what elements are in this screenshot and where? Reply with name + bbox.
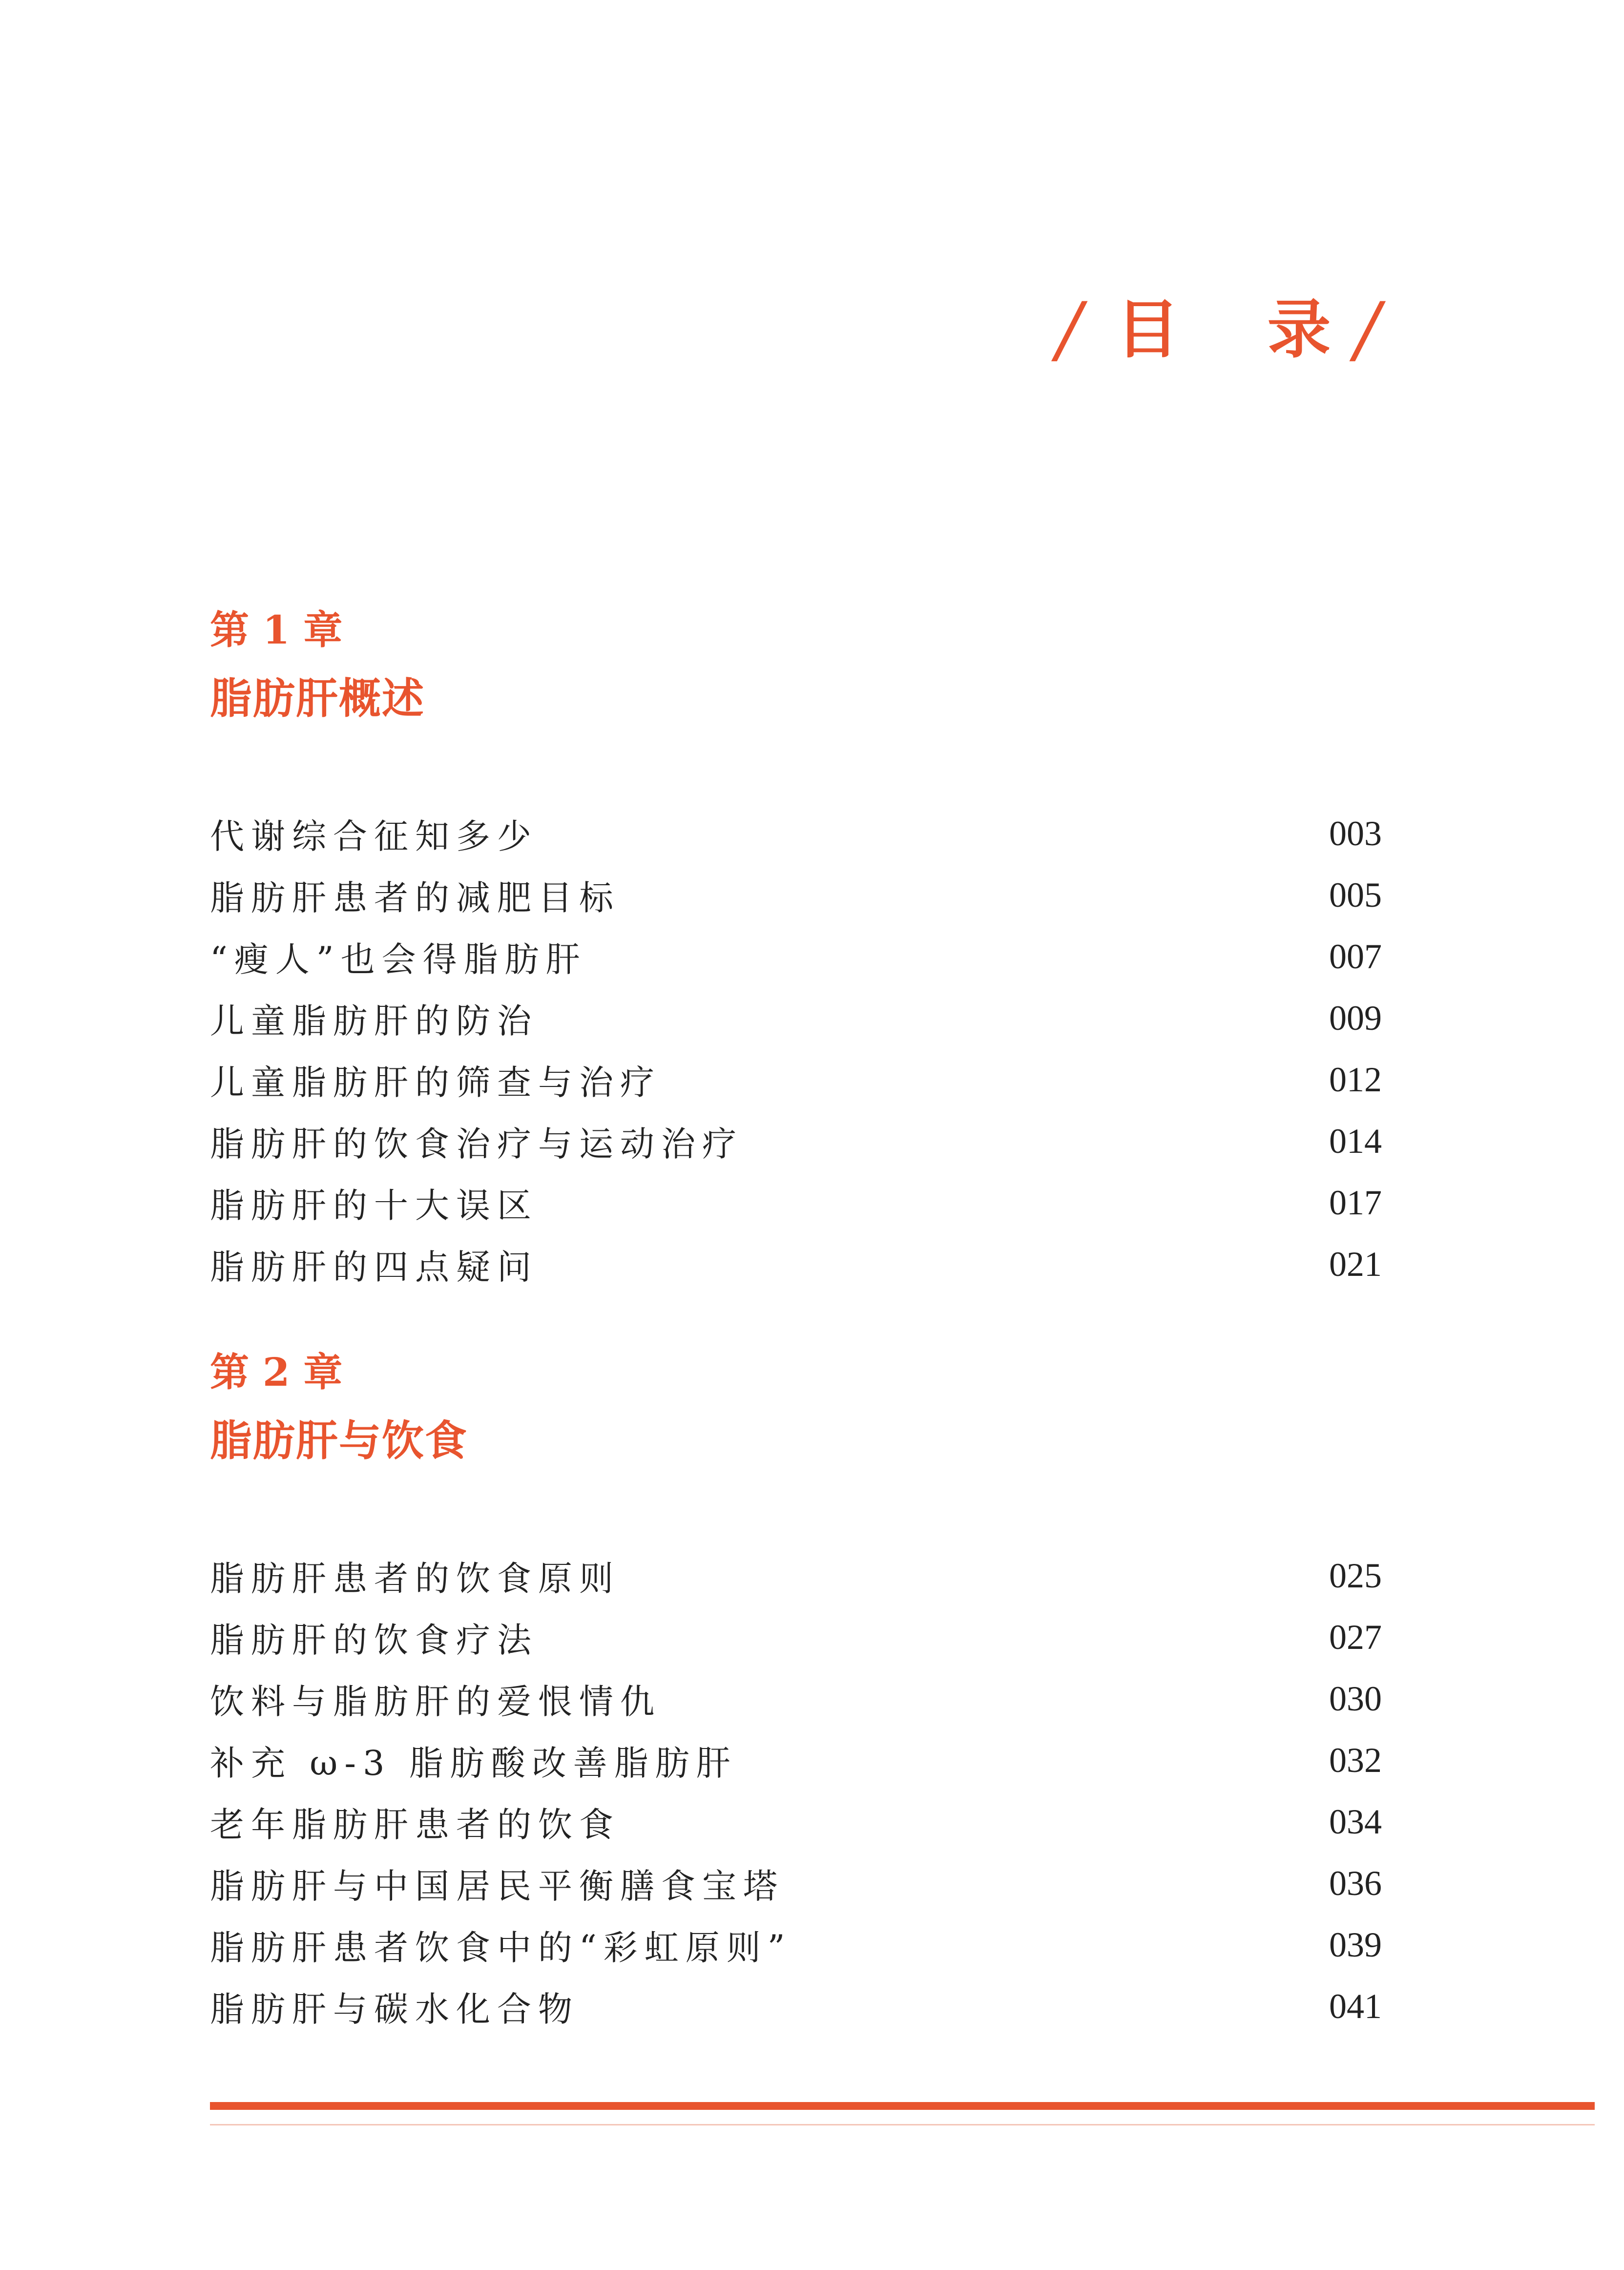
entry-title: “瘦人”也会得脂肪肝 [210, 939, 587, 979]
chapter-title: 脂肪肝概述 [210, 674, 425, 723]
title-slash-right: / [1355, 287, 1380, 372]
entry-title: 补充 ω-3 脂肪酸改善脂肪肝 [210, 1743, 737, 1783]
footer-rule-thin [210, 2124, 1595, 2125]
entry-page: 003 [1329, 813, 1382, 853]
title-char-lu: 录 [1267, 292, 1331, 367]
entry-title: 脂肪肝的十大误区 [210, 1185, 538, 1226]
entry-title: 脂肪肝患者饮食中的“彩虹原则” [210, 1927, 792, 1968]
entry-title: 代谢综合征知多少 [210, 816, 538, 856]
entry-page: 025 [1329, 1556, 1382, 1595]
toc-entry[interactable] [210, 1545, 1382, 1606]
entry-title: 脂肪肝的四点疑问 [210, 1247, 538, 1287]
toc-entry[interactable] [210, 1668, 1382, 1729]
entry-page: 012 [1329, 1060, 1382, 1099]
chapter-2-entries [210, 1545, 1382, 2037]
toc-entry[interactable] [210, 1791, 1382, 1853]
entry-page: 039 [1329, 1925, 1382, 1964]
entry-title: 饮料与脂肪肝的爱恨情仇 [210, 1681, 661, 1722]
toc-entry[interactable] [210, 864, 1382, 926]
toc-entry[interactable] [210, 1049, 1382, 1110]
entry-page: 017 [1329, 1183, 1382, 1222]
chapter-2 [210, 1349, 1382, 2037]
toc-entry[interactable] [210, 1233, 1382, 1295]
chapter-label: 第 2 章 [210, 1349, 343, 1395]
entry-title: 老年脂肪肝患者的饮食 [210, 1804, 620, 1845]
title-slash-left: / [1057, 287, 1082, 372]
entry-page: 034 [1329, 1802, 1382, 1841]
entry-title: 脂肪肝与碳水化合物 [210, 1989, 579, 2029]
toc-entry[interactable] [210, 1110, 1382, 1172]
toc-entry[interactable] [210, 926, 1382, 987]
entry-page: 036 [1329, 1863, 1382, 1903]
entry-page: 027 [1329, 1617, 1382, 1657]
page-title [1057, 287, 1380, 372]
toc-entry[interactable] [210, 1914, 1382, 1976]
toc-entry[interactable] [210, 1976, 1382, 2037]
entry-page: 014 [1329, 1121, 1382, 1161]
chapter-label: 第 1 章 [210, 607, 343, 653]
entry-page: 007 [1329, 937, 1382, 976]
toc-entry[interactable] [210, 1172, 1382, 1233]
toc-entry[interactable] [210, 1729, 1382, 1791]
toc-entry[interactable] [210, 1853, 1382, 1914]
chapter-title: 脂肪肝与饮食 [210, 1416, 468, 1465]
entry-page: 021 [1329, 1244, 1382, 1284]
entry-title: 儿童脂肪肝的筛查与治疗 [210, 1062, 661, 1103]
entry-page: 032 [1329, 1740, 1382, 1780]
entry-title: 脂肪肝的饮食疗法 [210, 1620, 538, 1660]
entry-title: 脂肪肝与中国居民平衡膳食宝塔 [210, 1866, 784, 1906]
chapter-1 [210, 607, 1382, 1295]
toc-entry[interactable] [210, 1606, 1382, 1668]
title-char-mu: 目 [1116, 292, 1180, 367]
entry-title: 脂肪肝患者的减肥目标 [210, 877, 620, 918]
entry-page: 005 [1329, 875, 1382, 915]
toc-entry[interactable] [210, 803, 1382, 864]
footer-rule-thick [210, 2102, 1595, 2110]
entry-title: 脂肪肝患者的饮食原则 [210, 1558, 620, 1599]
chapter-1-entries [210, 803, 1382, 1295]
entry-title: 儿童脂肪肝的防治 [210, 1000, 538, 1041]
entry-page: 030 [1329, 1679, 1382, 1718]
entry-title: 脂肪肝的饮食治疗与运动治疗 [210, 1124, 743, 1164]
entry-page: 041 [1329, 1986, 1382, 2026]
entry-page: 009 [1329, 998, 1382, 1038]
toc-entry[interactable] [210, 987, 1382, 1049]
